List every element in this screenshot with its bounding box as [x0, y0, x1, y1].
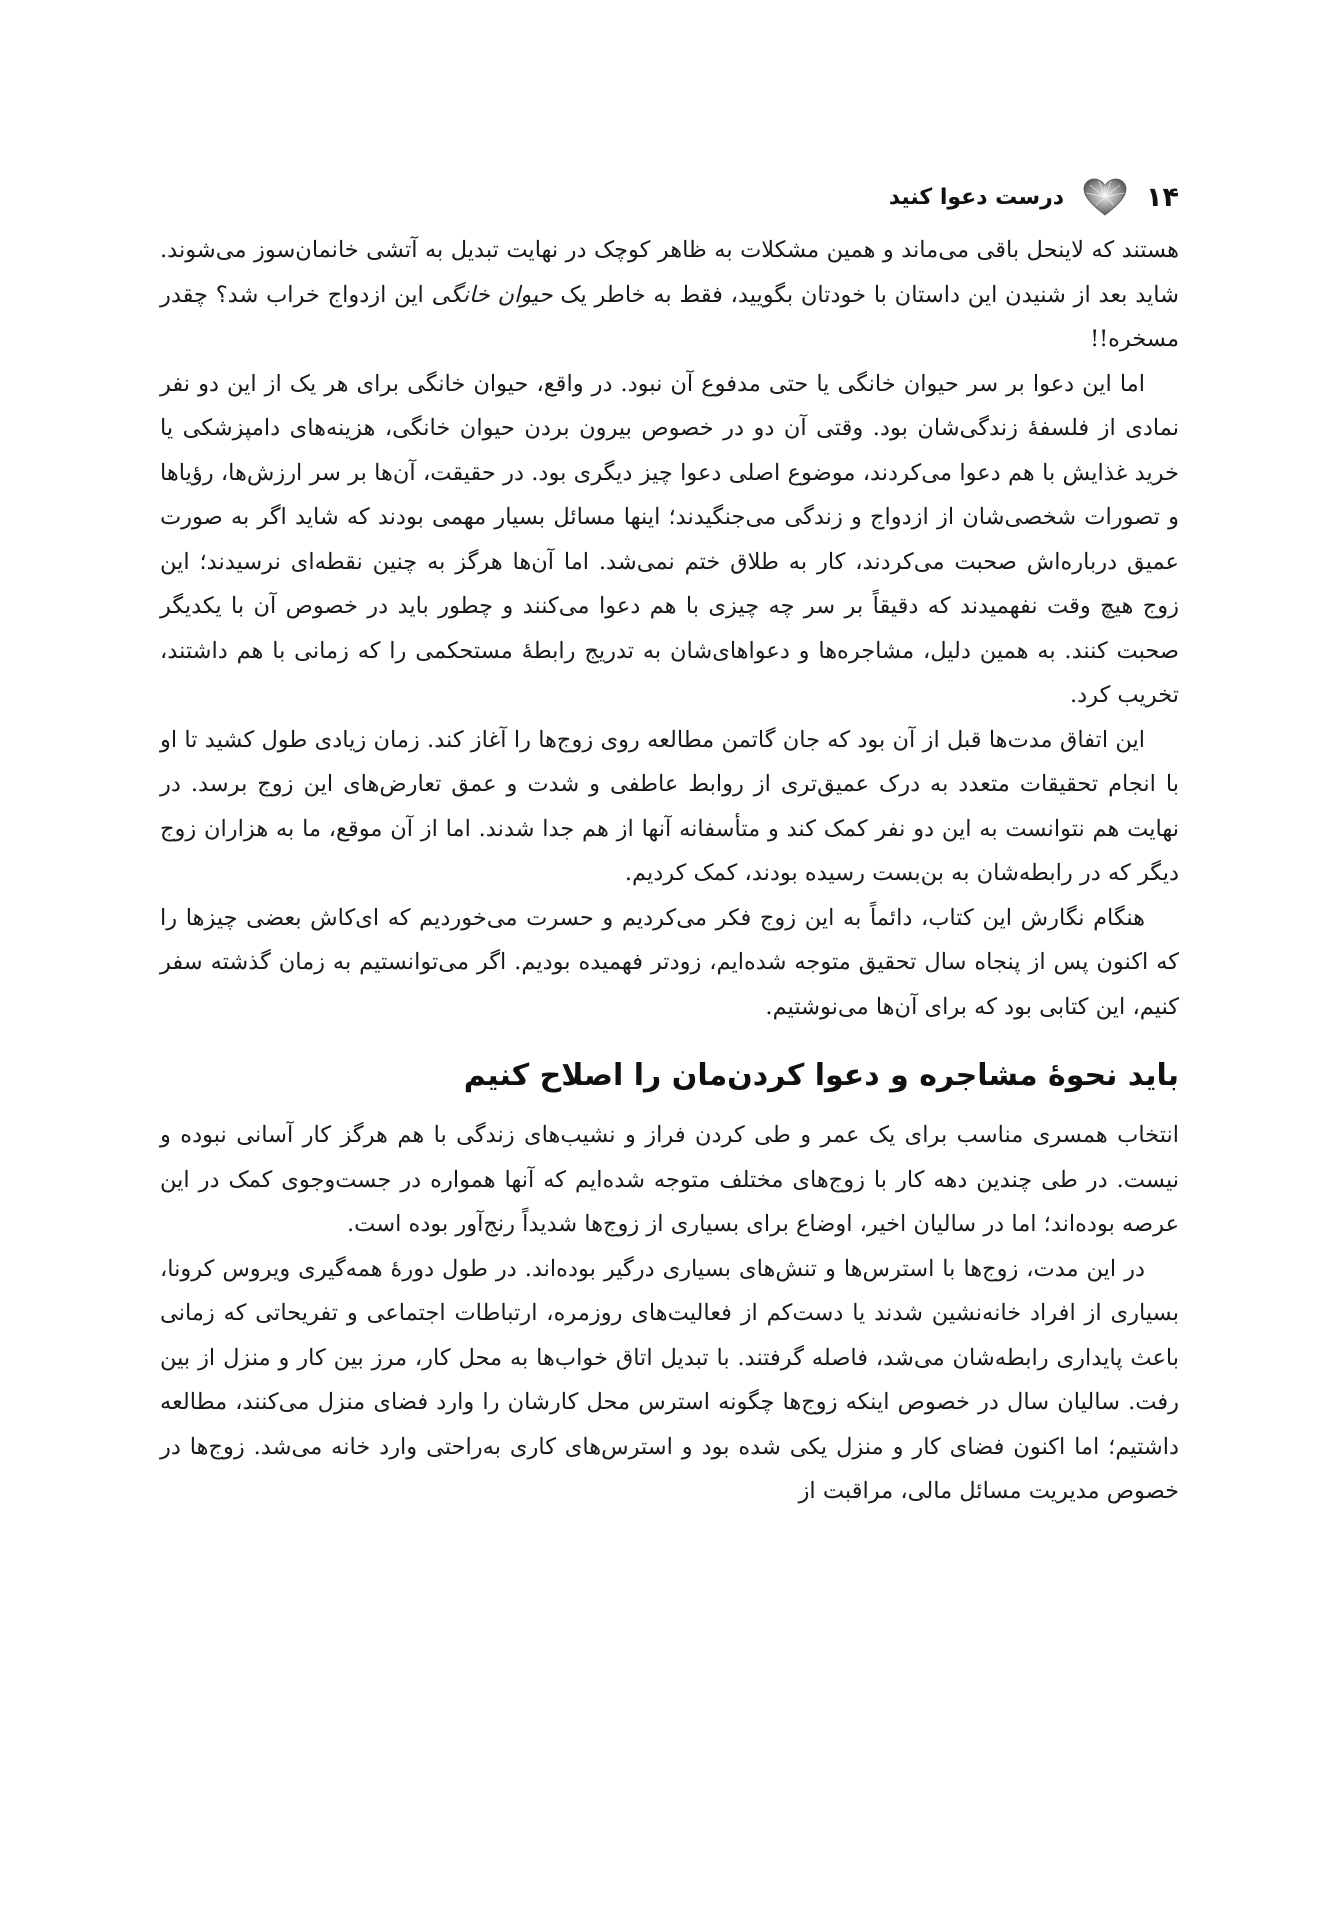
paragraph-6: در این مدت، زوج‌ها با استرس‌ها و تنش‌های بسیاری درگیر بوده‌اند. در طول دورهٔ همه‌گیری ویروس کرونا، بسیاری از افراد خانه‌نشین شدند یا دست‌کم از فعالیت‌های روزمره، ارتباطات اجتماعی و تفریحاتی که زمانی باعث پایداری رابطه‌شان می‌شد، فاصله گرفتند. با تبدیل اتاق خواب‌ها به محل کار، مرز بین کار و منزل از بین رفت. سالیان سال در خصوص اینکه زوج‌ها چگونه استرس محل کارشان را وارد فضای منزل می‌کنند، مطالعه داشتیم؛ اما اکنون فضای کار و منزل یکی شده بود و استرس‌های کاری به‌راحتی وارد خانه می‌شد. زوج‌ها در خصوص مدیریت مسائل مالی، مراقبت از — [160, 1255, 1179, 1504]
paragraph-1 — [160, 228, 1179, 362]
paragraph-4: هنگام نگارش این کتاب، دائماً به این زوج فکر می‌کردیم و حسرت می‌خوردیم که ای‌کاش بعضی چیزها را که اکنون پس از پنجاه سال تحقیق متوجه شده‌ایم، زودتر فهمیده بودیم. اگر می‌توانستیم به زمان گذشته سفر کنیم، این کتابی بود که برای آن‌ها می‌نوشتیم. — [160, 904, 1179, 1020]
book-title: درست دعوا کنید — [888, 184, 1065, 210]
body-text — [160, 228, 1179, 1514]
paragraph-3: این اتفاق مدت‌ها قبل از آن بود که جان گاتمن مطالعه روی زوج‌ها را آغاز کند. زمان زیادی طول کشید تا او با انجام تحقیقات متعدد به درک عمیق‌تری از روابط عاطفی و شدت و عمق تعارض‌های این زوج برسد. در نهایت هم نتوانست به این دو نفر کمک کند و متأسفانه آنها از هم جدا شدند. اما از آن موقع، ما به هزاران زوج دیگر که در رابطه‌شان به بن‌بست رسیده بودند، کمک کردیم. — [160, 726, 1179, 886]
paragraph-1-text-before: هستند که لاینحل باقی می‌ماند و همین مشکلات به ظاهر کوچک در نهایت تبدیل به آتشی خانمان‌سوز می‌شوند. شاید بعد از شنیدن این داستان با خودتان بگویید، فقط به خاطر یک — [160, 237, 1179, 308]
page-number: ۱۴ — [1146, 181, 1179, 213]
section-heading: باید نحوهٔ مشاجره و دعوا کردن‌مان را اصلاح کنیم — [463, 1058, 1179, 1093]
heart-icon — [1082, 177, 1128, 217]
running-header — [160, 172, 1179, 222]
paragraph-5: انتخاب همسری مناسب برای یک عمر و طی کردن فراز و نشیب‌های زندگی با هم هرگز کار آسانی نبوده و نیست. در طی چندین دهه کار با زوج‌های مختلف متوجه شده‌ایم که آنها همواره در جست‌وجوی کمک در این عرصه بوده‌اند؛ اما در سالیان اخیر، اوضاع برای بسیاری از زوج‌ها شدیداً رنج‌آور بوده است. — [160, 1122, 1179, 1237]
paragraph-1-text-after: این ازدواج خراب شد؟ چقدر مسخره!! — [160, 281, 1179, 352]
paragraph-2: اما این دعوا بر سر حیوان خانگی یا حتی مدفوع آن نبود. در واقع، حیوان خانگی برای هر یک از این دو نفر نمادی از فلسفهٔ زندگی‌شان بود. وقتی آن دو در خصوص بیرون بردن حیوان خانگی، هزینه‌های دامپزشکی یا خرید غذایش با هم دعوا می‌کردند، موضوع اصلی دعوا چیز دیگری بود. در حقیقت، آن‌ها بر سر ارزش‌ها، رؤیاها و تصورات شخصی‌شان از ازدواج و زندگی می‌جنگیدند؛ اینها مسائل بسیار مهمی بودند که شاید اگر به صورت عمیق درباره‌اش صحبت می‌کردند، کار به طلاق ختم نمی‌شد. اما آن‌ها هرگز به چنین نقطه‌ای نرسیدند؛ این زوج هیچ وقت نفهمیدند که دقیقاً بر سر چه چیزی با هم دعوا می‌کنند و چطور باید در خصوص آن با یکدیگر صحبت کنند. به همین دلیل، مشاجره‌ها و دعواهای‌شان به تدریج رابطهٔ مستحکمی را که زمانی با هم داشتند، تخریب کرد. — [160, 370, 1179, 708]
paragraph-1-italic: حیوان خانگی — [431, 281, 553, 308]
